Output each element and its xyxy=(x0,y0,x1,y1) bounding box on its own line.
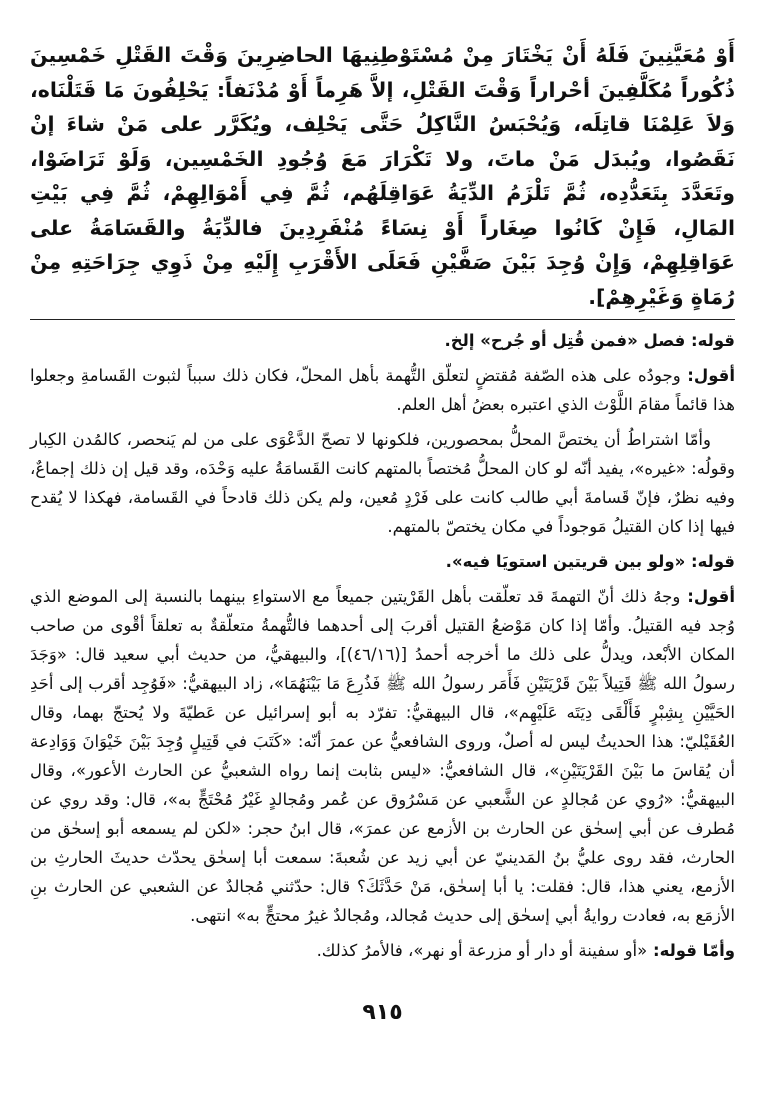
qawl-quote: «ولو بين قريتين استويَا فيه». xyxy=(445,552,686,571)
aqul-label: أقول: xyxy=(680,366,736,385)
commentary-paragraph-3 xyxy=(30,582,735,930)
qawl-heading-1 xyxy=(30,326,735,355)
aqul-label: أقول: xyxy=(680,587,735,606)
commentary-text: وجهُ ذلك أنّ التهمةَ قد تعلّقت بأهل القَرْيتين جميعاً مع الاستواءِ بينهما بالنسبة إلى الموضع الذي وُجد فيه القتيلُ. وأمّا إذا كان مَوْضعُ القتيل أقربَ إلى أحدهما فالتُّهمةُ متعلّقةٌ به تعلقاً أقْوى من صاحب المكان الأبْعد، ويدلُّ على ذلك ما أخرجه أحمدُ [(٤٦/١٦)]، والبيهقيُّ، من حديث أبي سعيد قال: «وَجَدَ رسولُ الله ﷺ قَتِيلاً بَيْنَ قَرْيَتَيْنِ فَأَمَر رسولُ الله ﷺ فَذُرِعَ مَا بَيْنَهُمَا»، زاد البيهقيُّ: «فَوُجِد أقرب إلى أحَدِ الحَيَّيْنِ بِشِبْرٍ فَأَلْقَى دِيَتَه عَلَيْهِم»، قال البيهقيُّ: تفرّد به أبو إسرائيل عن عَطيّةَ ولا يُحتجّ بهما، وقال العُقَيْليّ: هذا الحديثُ ليس له أصلٌ، وروى الشافعيُّ عن عمرَ أنّه: «كَتَبَ في قَتِيلٍ وُجِدَ بَيْنَ خَيْوَانَ وَوَادِعة أن يُقاسَ ما بَيْنَ القَرْيَتَيْنِ»، قال الشافعيُّ: «ليس بثابت إنما رواه الشعبيُّ عن الحارث الأعور»، وقال البيهقيُّ: «رُوي عن مُجالدٍ عن الشَّعبي عن مَسْرُوق عن عُمر ومُجالدٍ غَيْرُ مُحْتَجٍّ به»، قال: وقد روي عن مُطرف عن أبي إسحٰق عن الحارث بن الأزمع عن عمرَ»، قال ابنُ حجر: «لكن لم يسمعه أبو إسحٰق من الحارث، فقد روى عليُّ بنُ المَدينيّ عن أبي زيد عن شُعبةَ: سمعت أبا إسحٰق يحدّث حديثَ الحارثِ بن الأزمع، يعني هذا، قال: فقلت: يا أبا إسحٰق، مَنْ حَدَّثَكَ؟ قال: حدّثني مُجالدٌ عن الشعبي عن الحارث بنِ الأزمَع به، فعادت روايةُ أبي إسحٰق إلى حديث مُجالد، ومُجالدٌ غيرُ محتجٍّ به» انتهى. xyxy=(30,587,736,925)
commentary-text: وجودُه على هذه الصّفة مُقتضٍ لتعلّق التُّهمة بأهل المحلّ، فكان ذلك سبباً لثبوت القَسامةِ وجعلوا هذا قائماً مقامَ اللَّوْث الذي اعتبره بعضُ أهل العلم. xyxy=(30,366,735,414)
separator-rule xyxy=(30,319,735,320)
qawl-quote: «أو سفينة أو دار أو مزرعة أو نهر»، فالأمرُ كذلك. xyxy=(316,941,648,960)
commentary-paragraph-2: وأمّا اشتراطُ أن يختصَّ المحلُّ بمحصورين، فلكونها لا تصحّ الدَّعْوَى على من لم يَنحصر، كالمُدن الكِبار وقولُه: «غيره»، يفيد أنّه لو كان المحلُّ مُختصاً بالمتهم كانت القَسامَةُ عليه وَحْدَه، وقد قيل إن ذلك إجماعٌ، وفيه نظرٌ، فإنّ قَسامةَ أبي طالب كانت على فَرْدٍ مُعين، ولم يكن ذلك قادحاً في القَسامة، فهكذا لا يُقدح فيها إذا كان القتيلُ مَوجوداً في مكان يختصّ بالمتهم. xyxy=(30,430,735,536)
qawl-quote: فصل «فمن قُتِل أو جُرح» إلخ. xyxy=(444,331,686,350)
qawl-label: وأمّا قوله: xyxy=(647,941,735,960)
qawl-heading-3 xyxy=(30,936,735,965)
qawl-heading-2 xyxy=(30,547,735,576)
commentary-paragraph-1 xyxy=(30,361,735,419)
qawl-label: قوله: xyxy=(685,331,735,350)
page-number: ٩١٥ xyxy=(362,1000,403,1025)
page-body xyxy=(30,38,735,1078)
matn-text: أَوْ مُعَيَّنِينَ فَلَهُ أَنْ يَخْتَارَ مِنْ مُسْتَوْطِنِيهَا الحاضِرِينَ وَقْتَ القَتْلِ خَمْسِينَ ذُكُوراً مُكَلَّفِينَ أحْراراً وَقْتَ القَتْلِ، إلاَّ هَرِماً أَوْ مُدْنَفاً: يَحْلِفُونَ مَا قَتَلْنَاه، وَلاَ عَلِمْنَا قاتِلَه، وَيُحْبَسُ النَّاكِلُ حَتَّى يَحْلِف، ويُكَرَّر على مَنْ شاءَ إنْ نَقَصُوا، ويُبدَل مَنْ ماتَ، ولا تَكْرَارَ مَعَ وُجُودِ الخَمْسِين، وَلَوْ تَرَاضَوْا، وتَعَدَّدَ بِتَعَدُّدِه، ثُمَّ تَلْزَمُ الدِّيَةُ عَوَاقِلَهُم، ثُمَّ فِي أَمْوَالِهِمْ، ثُمَّ فِي بَيْتِ المَالِ، فَإِنْ كَانُوا صِغَاراً أَوْ نِسَاءً مُنْفَرِدِينَ فالدِّيَةُ والقَسَامَةُ على عَوَاقِلِهِمْ، وَإِنْ وُجِدَ بَيْنَ صَفَّيْنِ فَعَلَى الأَقْرَبِ إِلَيْهِ مِنْ ذَوِي جِرَاحَتِهِ مِنْ رُمَاةٍ وَغَيْرِهِمْ]. xyxy=(30,43,735,309)
qawl-label: قوله: xyxy=(685,552,735,571)
